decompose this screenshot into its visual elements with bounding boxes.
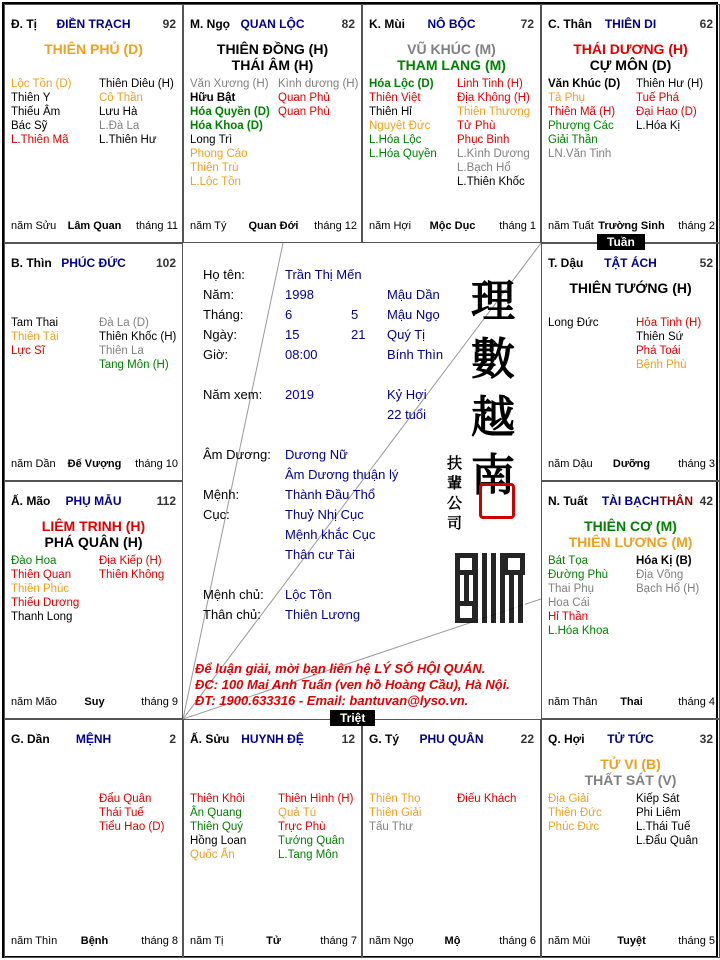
star-item: Địa Giải	[548, 793, 589, 805]
age-number: 22	[520, 732, 534, 746]
year-label: năm Dậu	[548, 458, 593, 470]
star-item: Phúc Đức	[548, 821, 600, 833]
main-star: THẤT SÁT (V)	[584, 772, 677, 788]
than-marker: THÂN	[659, 494, 693, 508]
star-item: L.Hóa Khoa	[548, 625, 609, 637]
star-item: L.Kình Dương	[457, 148, 530, 160]
star-item: Hữu Bật	[190, 92, 236, 104]
palace-name: QUAN LỘC	[240, 17, 305, 31]
info-label: Thân chủ:	[203, 607, 261, 622]
cell-footer	[11, 935, 178, 949]
star-item: Phi Liêm	[636, 807, 681, 819]
star-item: L.Thiên Hư	[99, 134, 157, 146]
star-item: Đẩu Quân	[99, 793, 152, 805]
main-star: THIÊN ĐỒNG (H)	[216, 41, 329, 57]
star-item: Quan Phù	[278, 106, 330, 118]
cell-footer	[11, 458, 178, 472]
star-item: L.Đà La	[99, 120, 140, 132]
star-item: Hỉ Thần	[548, 611, 589, 623]
star-item: Điếu Khách	[457, 793, 517, 805]
star-item: Thiên Trù	[190, 162, 239, 174]
cell-header	[190, 732, 355, 748]
palace-name: NÔ BỘC	[427, 17, 476, 31]
star-item: Thiên Khôi	[190, 793, 245, 805]
star-item: Thiếu Dương	[11, 597, 80, 609]
stage-label: Lâm Quan	[67, 220, 122, 232]
info-label: Âm Dương:	[203, 447, 271, 462]
cell-footer	[548, 935, 715, 949]
main-star: THAM LANG (M)	[397, 57, 506, 73]
main-stars	[184, 41, 361, 73]
star-item: L.Hóa Lộc	[369, 134, 422, 146]
palace-cell-mao[interactable]	[4, 481, 183, 719]
month-label: tháng 6	[499, 935, 536, 947]
stars-left	[369, 77, 453, 161]
star-item: Đào Hoa	[11, 555, 57, 567]
main-star: THIÊN TƯỚNG (H)	[569, 280, 692, 296]
year-label: năm Hợi	[369, 220, 412, 232]
star-item: Tử Phù	[457, 120, 496, 132]
star-item: Kiếp Sát	[636, 793, 680, 805]
main-stars	[363, 41, 540, 73]
info-value-3: Mậu Ngọ	[387, 307, 440, 322]
info-value-3: 22 tuổi	[387, 407, 427, 422]
stars-right	[457, 77, 541, 189]
star-item: L.Thiên Mã	[11, 134, 69, 146]
month-label: tháng 4	[678, 696, 715, 708]
main-star: TỬ VI (B)	[600, 756, 661, 772]
star-item: Thiên Thương	[457, 106, 531, 118]
star-item: Quan Phủ	[278, 92, 330, 104]
stage-label: Mộc Dục	[429, 220, 476, 232]
star-item: Tang Môn (H)	[99, 359, 169, 371]
stage-label: Mộ	[444, 935, 461, 947]
cell-footer	[369, 935, 536, 949]
info-value: Mệnh khắc Cục	[285, 527, 376, 542]
info-value-3: Kỷ Hợi	[387, 387, 427, 402]
cell-header	[548, 494, 713, 510]
cell-footer	[548, 696, 715, 710]
info-value-2: 5	[351, 307, 359, 322]
stars-right	[278, 77, 362, 119]
star-item: Thiên Thọ	[369, 793, 421, 805]
qr-code-icon[interactable]	[455, 553, 525, 623]
branch-label: K. Mùi	[369, 17, 405, 31]
cell-header	[11, 256, 176, 272]
palace-cell-dan[interactable]	[4, 719, 183, 958]
star-item: Phá Toái	[636, 345, 681, 357]
month-label: tháng 10	[135, 458, 178, 470]
star-item: L.Tang Môn	[278, 849, 339, 861]
stars-left	[11, 316, 95, 358]
star-item: L.Hóa Kị	[636, 120, 681, 132]
age-number: 92	[162, 17, 176, 31]
stars-right	[99, 77, 183, 147]
star-item: Tấu Thư	[369, 821, 413, 833]
info-value: Thành Đầu Thổ	[285, 487, 376, 502]
info-value: 2019	[285, 387, 314, 402]
age-number: 52	[699, 256, 713, 270]
month-label: tháng 3	[678, 458, 715, 470]
tuan-tag: Tuần	[597, 234, 645, 250]
palace-cell-than[interactable]	[541, 4, 720, 243]
star-item: LN.Văn Tinh	[548, 148, 612, 160]
info-label: Tháng:	[203, 307, 244, 322]
star-item: Hóa Kị (B)	[636, 555, 692, 567]
palace-name: HUYNH ĐỆ	[241, 732, 304, 746]
cell-header	[11, 17, 176, 33]
main-star: VŨ KHÚC (M)	[407, 41, 496, 57]
star-item: Bạch Hổ (H)	[636, 583, 700, 595]
star-item: Tướng Quân	[278, 835, 345, 847]
main-star: THÁI DƯƠNG (H)	[573, 41, 688, 57]
info-value-3: Bính Thìn	[387, 347, 444, 362]
star-item: Đại Hao (D)	[636, 106, 697, 118]
star-item: Địa Không (H)	[457, 92, 530, 104]
year-label: năm Tý	[190, 220, 227, 232]
year-label: năm Mùi	[548, 935, 591, 947]
palace-cell-thin[interactable]	[4, 243, 183, 481]
stage-label: Đế Vượng	[67, 458, 122, 470]
month-label: tháng 11	[135, 220, 178, 232]
palace-name: PHỤ MẪU	[65, 494, 122, 508]
stars-right	[99, 792, 183, 834]
age-number: 42	[699, 494, 713, 508]
stage-label: Dưỡng	[612, 458, 651, 470]
palace-cell-dau[interactable]	[541, 243, 720, 481]
star-item: Thiên La	[99, 345, 144, 357]
main-star: CỰ MÔN (D)	[589, 57, 672, 73]
contact-info: Để luận giải, mời bạn liên hệ LÝ SỐ HỘI QUÁN. ĐC: 100 Mai Anh Tuấn (ven hồ Hoàng Cầu), Hà Nội. ĐT: 1900.633316 - Email: bantuvan@lyso.vn.	[195, 661, 510, 708]
stars-left	[190, 77, 274, 189]
stage-label: Tuyệt	[617, 935, 646, 947]
branch-label: G. Dần	[11, 732, 50, 746]
cell-header	[548, 17, 713, 33]
star-item: Giải Thần	[548, 134, 598, 146]
center-info-panel	[183, 243, 541, 719]
info-label: Giờ:	[203, 347, 229, 362]
branch-label: Ấ. Sửu	[190, 732, 230, 746]
palace-name: TỬ TỨC	[607, 732, 654, 746]
star-item: L.Đẩu Quân	[636, 835, 699, 847]
palace-cell-suu[interactable]	[183, 719, 362, 958]
year-label: năm Thìn	[11, 935, 58, 947]
calligraphy-small: 扶 輩 公 司	[447, 454, 463, 532]
star-item: Hóa Khoa (D)	[190, 120, 263, 132]
main-stars	[542, 518, 719, 550]
info-label: Mệnh:	[203, 487, 240, 502]
star-item: Thiên Diêu (H)	[99, 78, 174, 90]
year-label: năm Tị	[190, 935, 224, 947]
year-label: năm Sửu	[11, 220, 57, 232]
star-item: Tam Thai	[11, 317, 59, 329]
triet-tag: Triệt	[330, 710, 375, 726]
info-value: Lộc Tồn	[285, 587, 332, 602]
star-item: Lộc Tồn (D)	[11, 78, 72, 90]
age-number: 12	[341, 732, 355, 746]
stars-left	[548, 316, 632, 330]
star-item: Thiên Y	[11, 92, 51, 104]
cell-footer	[190, 935, 357, 949]
star-item: Văn Xương (H)	[190, 78, 269, 90]
star-item: Thai Phụ	[548, 583, 595, 595]
stars-right	[636, 792, 720, 848]
star-item: Lực Sĩ	[11, 345, 45, 357]
palace-cell-hoi[interactable]	[541, 719, 720, 958]
star-item: Thiên Hư (H)	[636, 78, 704, 90]
stage-label: Bệnh	[80, 935, 109, 947]
info-label: Ngày:	[203, 327, 237, 342]
star-item: Thiên Giải	[369, 807, 422, 819]
horoscope-chart	[2, 2, 718, 958]
calligraphy-title: 理 數 越 南	[471, 276, 515, 501]
palace-cell-ty[interactable]	[362, 719, 541, 958]
star-item: Tả Phụ	[548, 92, 586, 104]
age-number: 32	[699, 732, 713, 746]
star-item: Văn Khúc (D)	[548, 78, 621, 90]
main-stars	[542, 280, 719, 296]
star-item: Thiên Đức	[548, 807, 602, 819]
star-item: Hoa Cái	[548, 597, 590, 609]
main-star: PHÁ QUÂN (H)	[44, 534, 143, 550]
star-item: Thiên Hình (H)	[278, 793, 354, 805]
star-item: Thiên Quan	[11, 569, 72, 581]
year-label: năm Mão	[11, 696, 57, 708]
main-stars	[542, 41, 719, 73]
stage-label: Tử	[266, 935, 281, 947]
palace-cell-mui[interactable]	[362, 4, 541, 243]
seal-stamp	[479, 483, 515, 519]
cell-footer	[369, 220, 536, 234]
star-item: Thiếu Âm	[11, 106, 61, 118]
cell-header	[369, 732, 534, 748]
star-item: Bệnh Phù	[636, 359, 687, 371]
cell-footer	[11, 696, 178, 710]
stars-left	[548, 554, 632, 638]
star-item: Quốc Ấn	[190, 849, 235, 861]
palace-name: THIÊN DI	[604, 17, 657, 31]
palace-name: TẬT ÁCH	[604, 256, 657, 270]
info-value-3: Mậu Dần	[387, 287, 440, 302]
stars-right	[278, 792, 362, 862]
star-item: Địa Võng	[636, 569, 684, 581]
stage-label: Thai	[620, 696, 643, 708]
cell-header	[369, 17, 534, 33]
info-value: Dương Nữ	[285, 447, 348, 462]
palace-name: TÀI BẠCH	[601, 494, 660, 508]
star-item: Thiên Việt	[369, 92, 421, 104]
star-item: Phong Cáo	[190, 148, 248, 160]
main-stars	[542, 756, 719, 788]
stars-right	[457, 792, 541, 806]
star-item: L.Lộc Tồn	[190, 176, 241, 188]
star-item: Thanh Long	[11, 611, 73, 623]
age-number: 2	[169, 732, 176, 746]
cell-footer	[548, 220, 715, 234]
cell-header	[11, 494, 176, 510]
star-item: Thiên Mã (H)	[548, 106, 616, 118]
cell-header	[548, 732, 713, 748]
info-label: Năm xem:	[203, 387, 263, 402]
stars-left	[11, 554, 95, 624]
info-value-3: Quý Tị	[387, 327, 426, 342]
info-value: Trần Thị Mến	[285, 267, 362, 282]
branch-label: C. Thân	[548, 17, 592, 31]
info-label: Mệnh chủ:	[203, 587, 264, 602]
main-star: THIÊN LƯƠNG (M)	[568, 534, 693, 550]
stars-right	[636, 77, 720, 133]
star-item: Hồng Loan	[190, 835, 247, 847]
info-value: Âm Dương thuận lý	[285, 467, 399, 482]
star-item: Linh Tinh (H)	[457, 78, 523, 90]
star-item: Đường Phù	[548, 569, 608, 581]
main-stars	[5, 518, 182, 550]
main-stars	[5, 41, 182, 57]
cell-footer	[548, 458, 715, 472]
info-label: Cục:	[203, 507, 230, 522]
main-star: THIÊN CƠ (M)	[584, 518, 677, 534]
info-value: 1998	[285, 287, 314, 302]
info-label: Họ tên:	[203, 267, 245, 282]
branch-label: N. Tuất	[548, 494, 588, 508]
age-number: 82	[341, 17, 355, 31]
stars-right	[99, 554, 183, 582]
star-item: L.Thái Tuế	[636, 821, 691, 833]
stars-right	[636, 316, 720, 372]
star-item: L.Hóa Quyền	[369, 148, 437, 160]
branch-label: Ấ. Mão	[11, 494, 51, 508]
branch-label: T. Dậu	[548, 256, 584, 270]
star-item: Cô Thần	[99, 92, 143, 104]
star-item: Thiên Quý	[190, 821, 244, 833]
stars-left	[548, 792, 632, 834]
star-item: Quả Tú	[278, 807, 317, 819]
info-value: Thuỷ Nhị Cục	[285, 507, 364, 522]
cell-header	[190, 17, 355, 33]
palace-cell-ngo[interactable]	[183, 4, 362, 243]
cell-footer	[190, 220, 357, 234]
star-item: Lưu Hà	[99, 106, 138, 118]
stars-left	[11, 77, 95, 147]
stage-label: Trường Sinh	[598, 220, 665, 232]
star-item: Thiên Hỉ	[369, 106, 412, 118]
branch-label: G. Tý	[369, 732, 400, 746]
age-number: 112	[156, 494, 176, 508]
star-item: Thiên Phúc	[11, 583, 70, 595]
star-item: Đà La (D)	[99, 317, 149, 329]
palace-cell-ti[interactable]	[4, 4, 183, 243]
stars-right	[99, 316, 183, 372]
star-item: Ân Quang	[190, 807, 242, 819]
star-item: Hóa Quyền (D)	[190, 106, 270, 118]
star-item: Thái Tuế	[99, 807, 144, 819]
star-item: Thiên Khốc (H)	[99, 331, 177, 343]
month-label: tháng 9	[141, 696, 178, 708]
main-star: LIÊM TRINH (H)	[41, 518, 146, 534]
star-item: Long Trì	[190, 134, 233, 146]
star-item: Trực Phù	[278, 821, 326, 833]
age-number: 72	[520, 17, 534, 31]
main-star: THIÊN PHỦ (D)	[44, 41, 143, 57]
cell-header	[548, 256, 713, 272]
info-value-2: 21	[351, 327, 366, 342]
month-label: tháng 1	[499, 220, 536, 232]
star-item: Phục Binh	[457, 134, 510, 146]
month-label: tháng 12	[314, 220, 357, 232]
age-number: 102	[155, 256, 176, 270]
star-item: Tuế Phá	[636, 92, 680, 104]
info-value: 08:00	[285, 347, 318, 362]
stars-left	[190, 792, 274, 862]
star-item: Hỏa Tinh (H)	[636, 317, 702, 329]
star-item: Kình dương (H)	[278, 78, 359, 90]
star-item: Nguyệt Đức	[369, 120, 431, 132]
info-value: 6	[285, 307, 293, 322]
info-value: Thiên Lương	[285, 607, 361, 622]
branch-label: Q. Hợi	[548, 732, 585, 746]
stars-left	[548, 77, 632, 161]
stage-label: Quan Đới	[248, 220, 299, 232]
main-star: THÁI ÂM (H)	[231, 57, 314, 73]
info-value: Thân cư Tài	[285, 547, 355, 562]
palace-name: PHÚC ĐỨC	[61, 256, 126, 270]
month-label: tháng 8	[141, 935, 178, 947]
branch-label: B. Thìn	[11, 256, 52, 270]
branch-label: M. Ngọ	[190, 17, 230, 31]
star-item: L.Bạch Hổ	[457, 162, 511, 174]
year-label: năm Ngọ	[369, 935, 414, 947]
star-item: Hóa Lộc (D)	[369, 78, 434, 90]
stars-right	[636, 554, 720, 596]
cell-footer	[11, 220, 178, 234]
info-value: 15	[285, 327, 300, 342]
star-item: Long Đức	[548, 317, 599, 329]
star-item: Địa Kiếp (H)	[99, 555, 162, 567]
palace-name: MỆNH	[75, 732, 112, 746]
year-label: năm Dần	[11, 458, 56, 470]
year-label: năm Tuất	[548, 220, 594, 232]
month-label: tháng 5	[678, 935, 715, 947]
palace-name: PHU QUÂN	[419, 732, 484, 746]
star-item: Tiểu Hao (D)	[99, 821, 165, 833]
cell-header	[11, 732, 176, 748]
star-item: Phượng Các	[548, 120, 614, 132]
year-label: năm Thân	[548, 696, 598, 708]
info-label: Năm:	[203, 287, 235, 302]
star-item: Bác Sỹ	[11, 120, 48, 132]
star-item: Bát Tọa	[548, 555, 589, 567]
month-label: tháng 2	[678, 220, 715, 232]
month-label: tháng 7	[320, 935, 357, 947]
star-item: L.Thiên Khốc	[457, 176, 525, 188]
star-item: Thiên Không	[99, 569, 165, 581]
palace-cell-tuat[interactable]	[541, 481, 720, 719]
branch-label: Đ. Tị	[11, 17, 37, 31]
star-item: Thiên Tài	[11, 331, 59, 343]
palace-name: ĐIỀN TRẠCH	[56, 17, 131, 31]
star-item: Thiên Sứ	[636, 331, 684, 343]
age-number: 62	[699, 17, 713, 31]
stars-left	[369, 792, 453, 834]
stage-label: Suy	[84, 696, 105, 708]
